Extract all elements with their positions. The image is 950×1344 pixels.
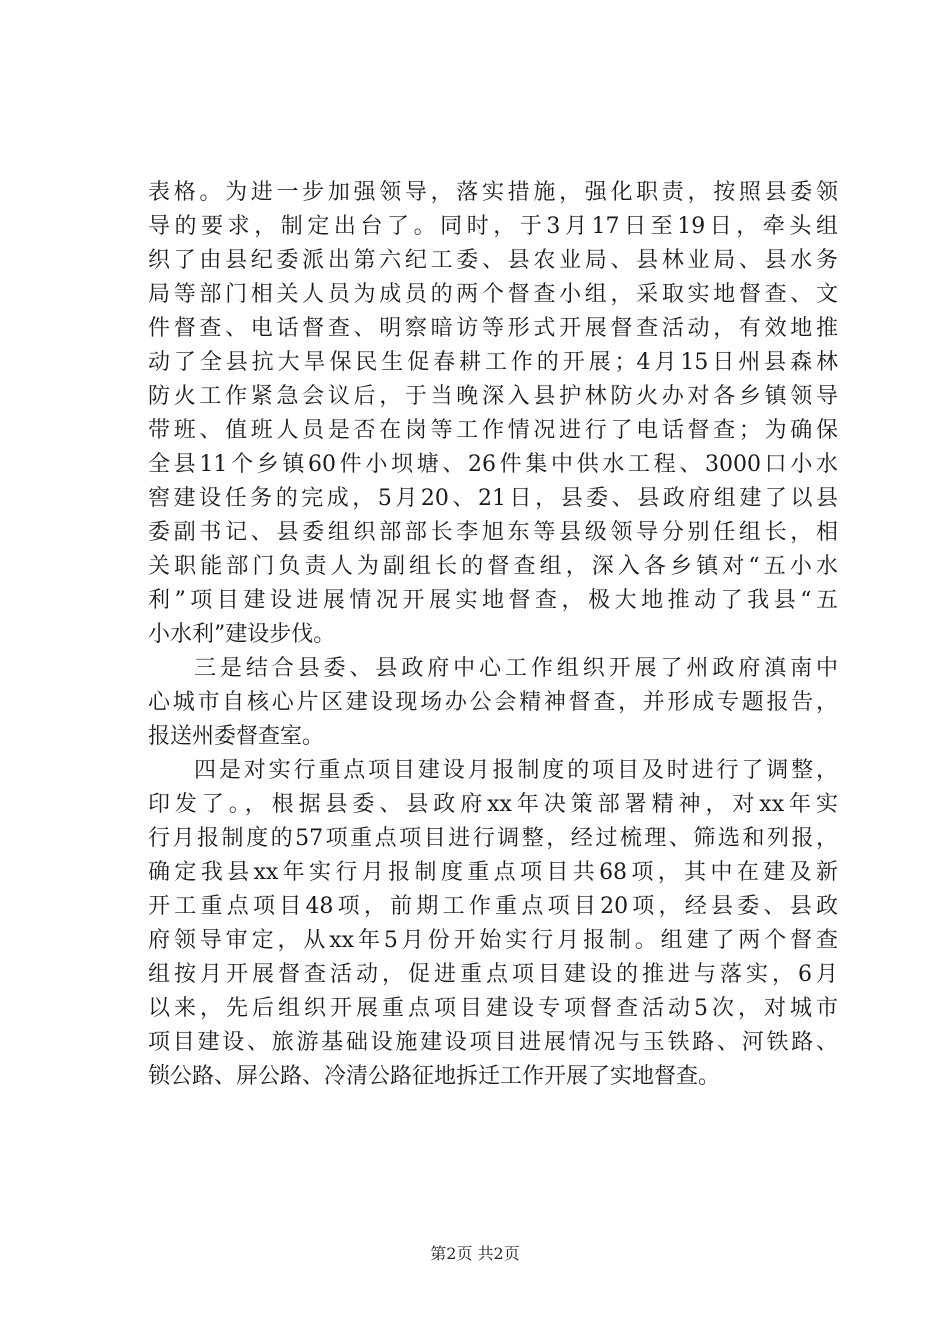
text-line: 印发了。，根据县委、县政府xx年决策部署精神，对xx年实	[148, 792, 838, 817]
text-line: 项目建设、旅游基础设施建设项目进展情况与玉铁路、河铁路、	[148, 1030, 838, 1055]
text-line: 关职能部门负责人为副组长的督查组，深入各乡镇对“五小水	[148, 554, 838, 579]
text-line: 带班、值班人员是否在岗等工作情况进行了电话督查；为确保	[148, 418, 838, 443]
text-line: 以来，先后组织开展重点项目建设专项督查活动5次，对城市	[148, 996, 838, 1021]
text-line: 心城市自核心片区建设现场办公会精神督查，并形成专题报告，	[148, 690, 838, 715]
text-line: 件督查、电话督查、明察暗访等形式开展督查活动，有效地推	[148, 316, 838, 341]
text-line: 确定我县xx年实行月报制度重点项目共68项，其中在建及新	[148, 860, 838, 885]
text-line: 锁公路、屏公路、冷清公路征地拆迁工作开展了实地督查。	[148, 1064, 721, 1089]
text-line: 组按月开展督查活动，促进重点项目建设的推进与落实，6月	[148, 962, 838, 987]
text-line: 开工重点项目48项，前期工作重点项目20项，经县委、县政	[148, 894, 838, 919]
text-line: 窖建设任务的完成，5月20、21日，县委、县政府组建了以县	[148, 486, 838, 511]
text-line: 局等部门相关人员为成员的两个督查小组，采取实地督查、文	[148, 282, 838, 307]
text-line: 导的要求，制定出台了。同时，于3月17日至19日，牵头组	[148, 214, 838, 239]
text-line: 四是对实行重点项目建设月报制度的项目及时进行了调整，	[194, 758, 838, 783]
text-line: 府领导审定，从xx年5月份开始实行月报制。组建了两个督查	[148, 928, 838, 953]
text-line: 行月报制度的57项重点项目进行调整，经过梳理、筛选和列报，	[148, 826, 838, 851]
text-line: 利”项目建设进展情况开展实地督查，极大地推动了我县“五	[148, 588, 838, 613]
text-line: 动了全县抗大旱保民生促春耕工作的开展；4月15日州县森林	[148, 350, 838, 375]
text-line: 小水利”建设步伐。	[148, 622, 336, 647]
text-line: 防火工作紧急会议后，于当晚深入县护林防火办对各乡镇领导	[148, 384, 838, 409]
document-body	[148, 176, 838, 1094]
text-line: 织了由县纪委派出第六纪工委、县农业局、县林业局、县水务	[148, 248, 838, 273]
text-line: 报送州委督查室。	[148, 724, 325, 749]
text-line: 三是结合县委、县政府中心工作组织开展了州政府滇南中	[194, 656, 838, 681]
text-line: 表格。为进一步加强领导，落实措施，强化职责，按照县委领	[148, 180, 838, 205]
page-footer: 第2页 共2页	[430, 1244, 520, 1263]
text-line: 委副书记、县委组织部部长李旭东等县级领导分别任组长，相	[148, 520, 838, 545]
text-line: 全县11个乡镇60件小坝塘、26件集中供水工程、3000口小水	[148, 452, 838, 477]
